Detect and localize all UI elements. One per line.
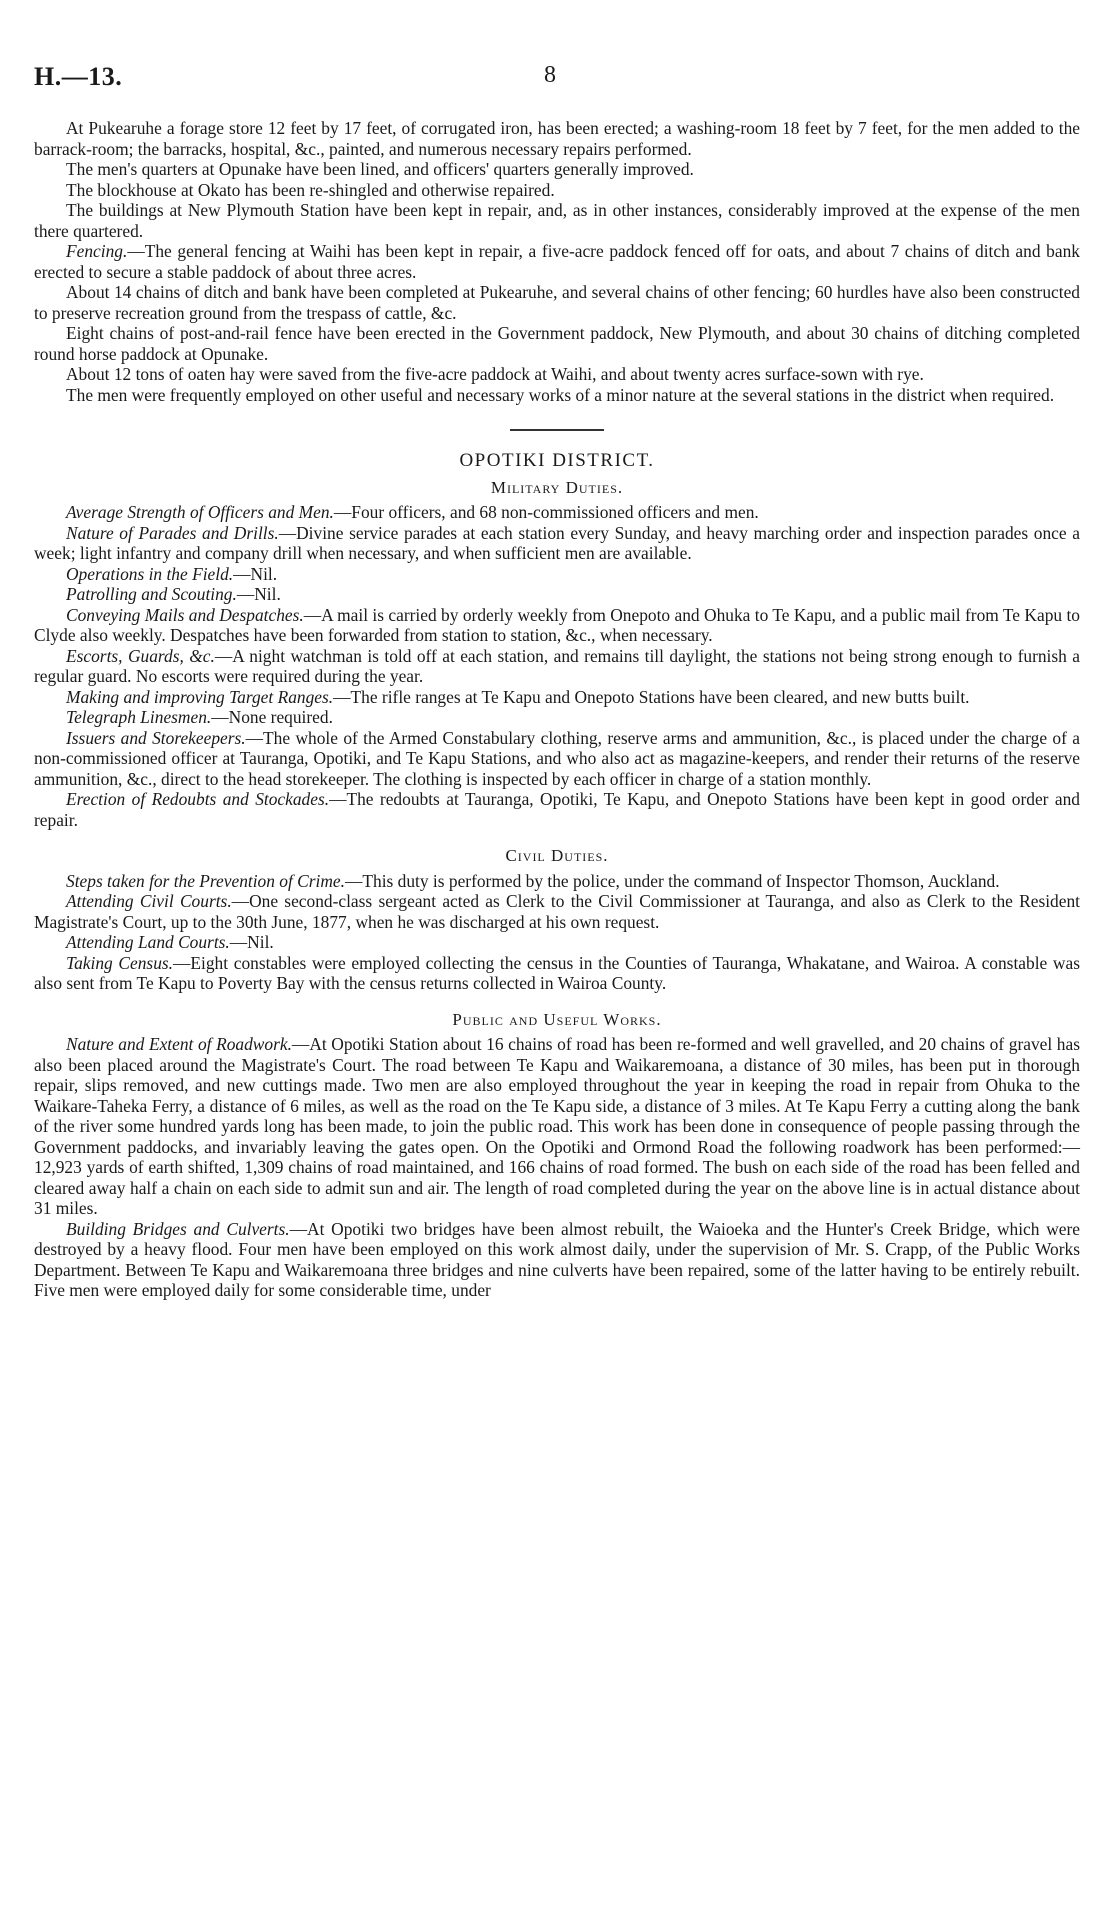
section-divider	[510, 429, 604, 431]
paragraph-title: Erection of Redoubts and Stockades.	[66, 789, 330, 809]
paragraph	[34, 241, 1080, 282]
page-header	[34, 62, 1080, 102]
paragraph-text: —Four officers, and 68 non-commissioned officers and men.	[333, 502, 759, 522]
paragraph: The men were frequently employed on other useful and necessary works of a minor nature at the several stations in the district when required.	[66, 384, 1055, 405]
paragraph-text: —The whole of the Armed Constabulary clothing, reserve arms and ammunition, &c., is placed under the charge of a non-commissioned officer at Tauranga, Opotiki, and Te Kapu Stations, and who also act as magazine-keepers, and render their returns of the reserve ammunition, &c., direct to the head storekeeper. The clothing is inspected by each officer in charge of a station monthly.	[34, 727, 1080, 789]
paragraph-text: —Nil.	[236, 584, 281, 604]
paragraph-title: Attending Civil Courts.	[66, 891, 232, 911]
paragraph-title: Steps taken for the Prevention of Crime.	[66, 870, 345, 891]
paragraph-text: —The rifle ranges at Te Kapu and Onepoto Stations have been cleared, and new butts built.	[333, 686, 970, 707]
paragraph-title: Escorts, Guards, &c.	[66, 645, 215, 666]
paragraph-text: —The general fencing at Waihi has been kept in repair, a five-acre paddock fenced off for oats, and about 7 chains of ditch and bank erected to secure a stable paddock of about three acres.	[34, 241, 1080, 282]
document-body	[34, 118, 1080, 1301]
document-reference: H.—13.	[34, 62, 123, 91]
page-number: 8	[544, 62, 556, 88]
paragraph	[34, 584, 1080, 605]
paragraph	[34, 789, 1080, 830]
paragraph-title: Issuers and Storekeepers.	[66, 727, 246, 748]
paragraph-text: —The redoubts at Tauranga, Opotiki, Te Kapu, and Onepoto Stations have been kept in good order and repair.	[34, 789, 1080, 830]
paragraph: The blockhouse at Okato has been re-shingled and otherwise repaired.	[66, 179, 555, 200]
paragraph	[34, 564, 1080, 585]
paragraph-text: —At Opotiki two bridges have been almost rebuilt, the Waioeka and the Hunter's Creek Bridge, which were destroyed by a heavy flood. Four men have been employed on this work almost daily, under the supervision of Mr. S. Crapp, of the Public Works Department. Between Te Kapu and Waikaremoana three bridges and nine culverts have been repaired, some of the latter having to be entirely rebuilt. Five men were employed daily for some considerable time, under	[34, 1218, 1080, 1300]
paragraph: The men's quarters at Opunake have been lined, and officers' quarters generally improved.	[66, 159, 694, 179]
paragraph-title: Attending Land Courts.	[66, 932, 230, 952]
paragraph	[34, 1219, 1080, 1301]
district-heading: OPOTIKI DISTRICT.	[459, 450, 655, 471]
paragraph	[34, 871, 1080, 892]
paragraph: Eight chains of post-and-rail fence have been erected in the Government paddock, New Plymouth, and about 30 chains of ditching completed round horse paddock at Opunake.	[34, 323, 1080, 364]
paragraph	[34, 646, 1080, 687]
paragraph: The buildings at New Plymouth Station have been kept in repair, and, as in other instances, considerably improved at the expense of the men there quartered.	[34, 200, 1080, 241]
paragraph-text: —Nil.	[229, 932, 274, 952]
paragraph-text: —A night watchman is told off at each station, and remains till daylight, the stations not being strong enough to furnish a regular guard. No escorts were required during the year.	[34, 645, 1080, 686]
paragraph: At Pukearuhe a forage store 12 feet by 17 feet, of corrugated iron, has been erected; a washing-room 18 feet by 7 feet, for the men added to the barrack-room; the barracks, hospital, &c., painted, and numerous necessary repairs performed.	[34, 118, 1080, 159]
paragraph-text: —At Opotiki Station about 16 chains of road has been re-formed and well gravelled, and 20 chains of gravel has also been placed around the Magistrate's Court. The road between Te Kapu and Waikaremoana, a distance of 30 miles, has been put in thorough repair, slips removed, and new cuttings made. Two men are also employed throughout the year in keeping the road in repair from Ohuka to the Waikare-Taheka Ferry, a distance of 6 miles, as well as the road on the Te Kapu side, a distance of 3 miles. At Te Kapu Ferry a cutting along the bank of the river some hundred yards long has been made, to join the public road. This work has been done in consequence of people passing through the Government paddocks, and invariably leaving the gates open. On the Opotiki and Ormond Road the following roadwork has been performed:—12,923 yards of earth shifted, 1,309 chains of road maintained, and 166 chains of road formed. The bush on each side of the road has been felled and cleared away half a chain on each side to admit sun and air. The length of road completed during the year on the above line is in actual distance about 31 miles.	[34, 1034, 1080, 1218]
paragraph	[34, 932, 1080, 953]
paragraph-text: —Nil.	[233, 563, 278, 584]
paragraph	[34, 502, 1080, 523]
paragraph	[34, 953, 1080, 994]
paragraph	[34, 707, 1080, 728]
paragraph-text: —Divine service parades at each station every Sunday, and heavy marching order and inspection parades once a week; light infantry and company drill when necessary, and when sufficient men are available.	[34, 522, 1080, 563]
paragraph-text: —One second-class sergeant acted as Clerk to the Civil Commissioner at Tauranga, and also as Clerk to the Resident Magistrate's Court, up to the 30th June, 1877, when he was discharged at his own request.	[34, 891, 1080, 932]
paragraph-title: Telegraph Linesmen.	[66, 707, 212, 727]
section-heading-works: Public and Useful Works.	[452, 1009, 662, 1029]
paragraph-title: Fencing.	[66, 241, 128, 261]
paragraph	[34, 523, 1080, 564]
section-heading-civil: Civil Duties.	[505, 846, 609, 865]
section-heading-military: Military Duties.	[490, 477, 624, 497]
paragraph	[34, 891, 1080, 932]
spacer	[34, 830, 1080, 840]
paragraph-title: Average Strength of Officers and Men.	[66, 502, 334, 522]
paragraph-text: —This duty is performed by the police, under the command of Inspector Thomson, Auckland.	[345, 870, 1000, 891]
paragraph	[34, 728, 1080, 790]
paragraph-title: Operations in the Field.	[66, 563, 234, 584]
paragraph-title: Making and improving Target Ranges.	[66, 686, 334, 707]
paragraph	[34, 1034, 1080, 1219]
paragraph-title: Taking Census.	[66, 952, 173, 973]
paragraph-title: Building Bridges and Culverts.	[66, 1218, 290, 1239]
paragraph-title: Nature of Parades and Drills.	[66, 522, 279, 543]
paragraph-title: Nature and Extent of Roadwork.	[66, 1034, 292, 1054]
paragraph-text: —Eight constables were employed collecting the census in the Counties of Tauranga, Whakatane, and Wairoa. A constable was also sent from Te Kapu to Poverty Bay with the census returns collected in Wairoa County.	[34, 952, 1080, 993]
paragraph	[34, 687, 1080, 708]
spacer	[34, 994, 1080, 1004]
paragraph-title: Conveying Mails and Despatches.	[66, 604, 304, 625]
paragraph: About 12 tons of oaten hay were saved from the five-acre paddock at Waihi, and about twenty acres surface-sown with rye.	[66, 364, 924, 384]
paragraph-text: —A mail is carried by orderly weekly from Onepoto and Ohuka to Te Kapu, and a public mail from Te Kapu to Clyde also weekly. Despatches have been forwarded from station to station, &c., when necessary.	[34, 604, 1080, 645]
paragraph: About 14 chains of ditch and bank have been completed at Pukearuhe, and several chains of other fencing; 60 hurdles have also been constructed to preserve recreation ground from the trespass of cattle, &c.	[34, 282, 1080, 323]
paragraph	[34, 605, 1080, 646]
paragraph-text: —None required.	[211, 707, 333, 727]
paragraph-title: Patrolling and Scouting.	[66, 584, 237, 604]
